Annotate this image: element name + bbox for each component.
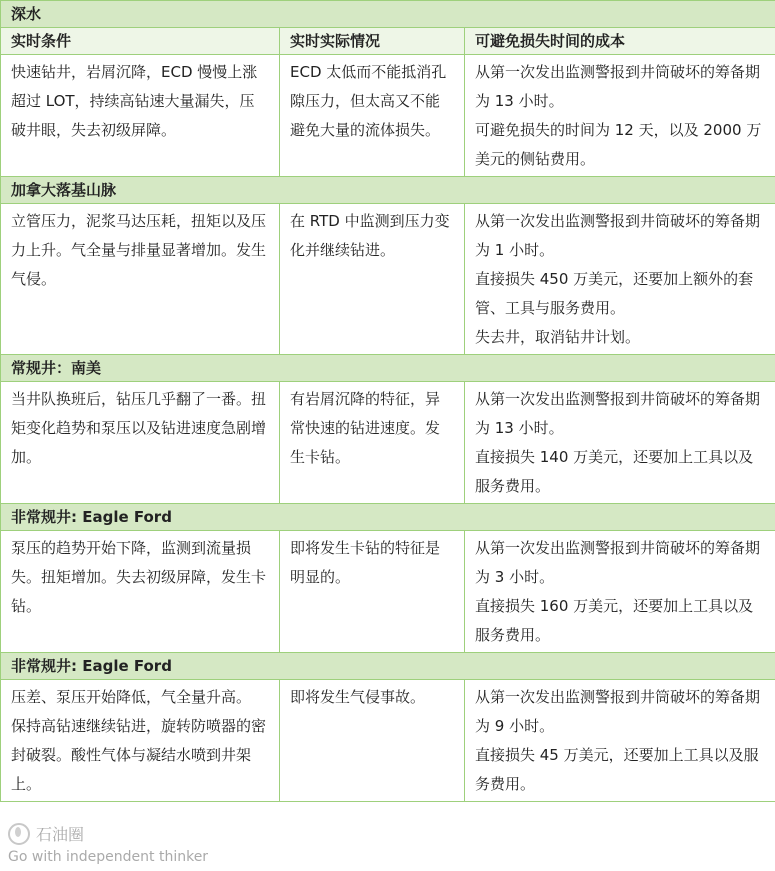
section-title: 深水 xyxy=(1,1,775,28)
column-header: 可避免损失时间的成本 xyxy=(465,28,775,55)
cell-paragraph: 即将发生气侵事故。 xyxy=(290,688,426,706)
table-row xyxy=(1,55,775,177)
table-cell-col1 xyxy=(1,531,280,653)
table-cell-col1 xyxy=(1,680,280,802)
table-cell-col2 xyxy=(280,204,465,355)
table-row xyxy=(1,680,775,802)
table-cell-col1 xyxy=(1,204,280,355)
table-cell-col3 xyxy=(465,531,775,653)
table-cell-col1 xyxy=(1,382,280,504)
cell-paragraph: 从第一次发出监测警报到井筒破坏的筹备期为 9 小时。 xyxy=(475,688,761,735)
cell-paragraph: 即将发生卡钻的特征是明显的。 xyxy=(290,539,441,586)
table-cell-col2 xyxy=(280,680,465,802)
table-cell-col3 xyxy=(465,382,775,504)
cell-paragraph: 立管压力，泥浆马达压耗，扭矩以及压力上升。气全量与排量显著增加。发生气侵。 xyxy=(11,212,267,288)
cell-paragraph: 可避免损失的时间为 12 天，以及 2000 万美元的侧钻费用。 xyxy=(475,121,762,168)
table-row xyxy=(1,382,775,504)
table-cell-col3 xyxy=(465,680,775,802)
cell-paragraph: 从第一次发出监测警报到井筒破坏的筹备期为 1 小时。 xyxy=(475,212,761,259)
watermark-logo xyxy=(8,822,208,845)
table-cell-col3 xyxy=(465,204,775,355)
table-row xyxy=(1,204,775,355)
section-title: 加拿大落基山脉 xyxy=(1,177,775,204)
section-row xyxy=(1,355,775,382)
table-row xyxy=(1,531,775,653)
table-cell-col1 xyxy=(1,55,280,177)
table-cell-col2 xyxy=(280,382,465,504)
section-row xyxy=(1,1,775,28)
table-body xyxy=(1,1,775,802)
cell-paragraph: 直接损失 45 万美元，还要加上工具以及服务费用。 xyxy=(475,746,759,793)
cell-paragraph: 失去井，取消钻井计划。 xyxy=(475,328,641,346)
cell-paragraph: 从第一次发出监测警报到井筒破坏的筹备期为 3 小时。 xyxy=(475,539,761,586)
table-cell-col2 xyxy=(280,55,465,177)
cell-paragraph: 直接损失 140 万美元，还要加上工具以及服务费用。 xyxy=(475,448,754,495)
watermark-tagline: Go with independent thinker xyxy=(8,849,209,865)
cell-paragraph: 从第一次发出监测警报到井筒破坏的筹备期为 13 小时。 xyxy=(475,390,761,437)
cell-paragraph: 在 RTD 中监测到压力变化并继续钻进。 xyxy=(290,212,450,259)
column-header: 实时实际情况 xyxy=(280,28,465,55)
drop-icon xyxy=(8,823,30,845)
section-title: 常规井：南美 xyxy=(1,355,775,382)
cell-paragraph: 快速钻井，岩屑沉降，ECD 慢慢上涨超过 LOT，持续高钻速大量漏失，压破井眼，失去初级屏障。 xyxy=(11,63,258,139)
section-row xyxy=(1,177,775,204)
cell-paragraph: 直接损失 450 万美元，还要加上额外的套管、工具与服务费用。 xyxy=(475,270,754,317)
section-row xyxy=(1,653,775,680)
section-title: 非常规井: Eagle Ford xyxy=(1,504,775,531)
cell-paragraph: 泵压的趋势开始下降，监测到流量损失。扭矩增加。失去初级屏障，发生卡钻。 xyxy=(11,539,267,615)
table-cell-col3 xyxy=(465,55,775,177)
section-row xyxy=(1,504,775,531)
watermark xyxy=(8,822,208,865)
watermark-logo-text: 石油圈 xyxy=(36,825,85,844)
cell-paragraph: 当井队换班后，钻压几乎翻了一番。扭矩变化趋势和泵压以及钻进速度急剧增加。 xyxy=(11,390,267,466)
cell-paragraph: ECD 太低而不能抵消孔隙压力，但太高又不能避免大量的流体损失。 xyxy=(290,63,447,139)
cell-paragraph: 有岩屑沉降的特征，异常快速的钻进速度。发生卡钻。 xyxy=(290,390,441,466)
header-row xyxy=(1,28,775,55)
table-cell-col2 xyxy=(280,531,465,653)
cell-paragraph: 直接损失 160 万美元，还要加上工具以及服务费用。 xyxy=(475,597,754,644)
cell-paragraph: 从第一次发出监测警报到井筒破坏的筹备期为 13 小时。 xyxy=(475,63,761,110)
section-title: 非常规井: Eagle Ford xyxy=(1,653,775,680)
column-header: 实时条件 xyxy=(1,28,280,55)
cell-paragraph: 压差、泵压开始降低，气全量升高。 xyxy=(11,688,252,706)
cell-paragraph: 保持高钻速继续钻进，旋转防喷器的密封破裂。酸性气体与凝结水喷到井架上。 xyxy=(11,717,267,793)
